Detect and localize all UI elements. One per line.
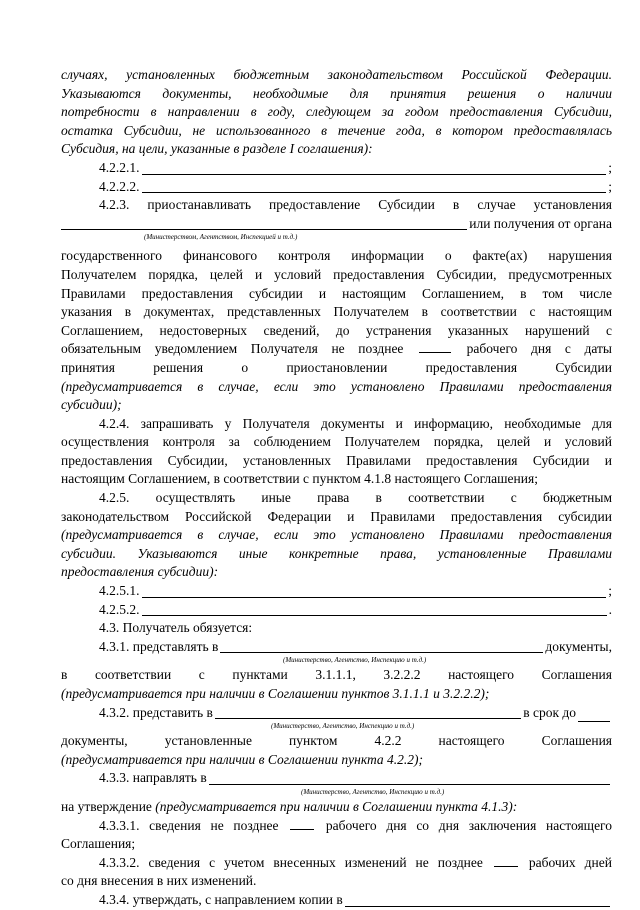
blank-line	[215, 717, 521, 719]
item-4-2-5-italic-2: субсидии. Указываются иные конкретные права, установленные Правилами	[61, 545, 612, 561]
caption-ministry-4: (Министерство, Агентство, Инспекцию и т.д.)	[301, 787, 445, 796]
item-4-2-5-2	[61, 601, 612, 620]
item-4-2-2-1	[61, 159, 612, 178]
caption-ministry-3: (Министерство, Агентство, Инспекцию и т.д.)	[271, 722, 415, 731]
blank-line	[142, 596, 607, 598]
item-4-2-5-line-2: законодательством Российской Федерации и Правилами предоставления субсидии	[61, 508, 612, 524]
item-4-2-5-italic-1: (предусматривается в случае, если это установлено Правилами предоставления	[61, 527, 612, 543]
intro-line-5: Субсидия, на цели, указанные в разделе I соглашения):	[61, 141, 373, 157]
intro-line-1: случаях, установленных бюджетным законодательством Российской Федерации.	[61, 67, 612, 82]
item-4-2-5-1	[61, 582, 612, 601]
item-4-2-5-italic-3: предоставления субсидии):	[61, 564, 219, 580]
item-number: 4.2.5.1.	[99, 583, 140, 599]
item-4-2-3-body-1: государственного финансового контроля информации о факте(ах) нарушения	[61, 248, 612, 264]
item-4-2-3-body-5: Соглашением, недостоверных сведений, до устранения указанных нарушений с	[61, 322, 612, 338]
item-4-3-3-2: 4.3.3.2. сведения с учетом внесенных изменений не позднее рабочих дней	[99, 854, 612, 870]
item-4-2-3-italic-2: субсидии);	[61, 397, 122, 413]
punct: .	[608, 601, 612, 617]
intro-line-2: Указываются документы, необходимые для принятия решения о наличии	[61, 85, 612, 101]
item-4-2-3-last: принятия решения о приостановлении предоставления Субсидии	[61, 359, 612, 375]
item-4-3-4: 4.3.4. утверждать, с направлением копии в	[61, 891, 612, 910]
blank-line	[494, 865, 518, 867]
item-4-2-5-line-1: 4.2.5. осуществлять иные права в соответствии с бюджетным	[99, 490, 612, 506]
item-4-2-4-line-4: настоящим Соглашением, в соответствии с пунктом 4.1.8 настоящего Соглашения;	[61, 471, 538, 487]
item-4-3-3-2-tail: со дня внесения в них изменений.	[61, 873, 257, 889]
item-4-2-3-italic-1: (предусматривается в случае, если это установлено Правилами предоставления	[61, 378, 612, 394]
blank-line	[220, 651, 543, 653]
punct: ;	[608, 178, 612, 194]
item-number: 4.2.2.1.	[99, 159, 140, 175]
item-4-3-1-italic: (предусматривается при наличии в Соглашении пунктов 3.1.1.1 и 3.2.2.2);	[61, 686, 490, 701]
caption-ministry-1: (Министерством, Агентством, Инспекцией и т.д.)	[144, 233, 298, 242]
item-4-3-2-body: документы, установленные пунктом 4.2.2 настоящего Соглашения	[61, 733, 612, 749]
item-4-2-3-days: обязательным уведомлением Получателя не позднее рабочего дня с даты	[61, 341, 612, 357]
item-4-3-3-1-tail: Соглашения;	[61, 836, 136, 852]
punct: ;	[608, 583, 612, 599]
punct: ;	[608, 159, 612, 175]
item-4-3-3-1: 4.3.3.1. сведения не позднее рабочего дня со дня заключения настоящего	[99, 817, 613, 833]
item-4-3-3: 4.3.3. направлять в	[61, 769, 612, 788]
document-page	[61, 66, 612, 910]
item-number: 4.2.5.2.	[99, 601, 140, 617]
caption-ministry-2: (Министерство, Агентство, Инспекцию и т.д.)	[283, 656, 427, 665]
item-4-2-2-2	[61, 178, 612, 197]
item-4-2-3-line-1: 4.2.3. приостанавливать предоставление Субсидии в случае установления	[99, 197, 612, 213]
item-number: 4.2.2.2.	[99, 178, 140, 194]
intro-line-3: потребности в направлении в году, следующем за годом предоставления Субсидии,	[61, 104, 612, 120]
item-4-3-1-body: в соответствии с пунктами 3.1.1.1, 3.2.2.2 настоящего Соглашения	[61, 667, 612, 683]
item-4-2-3-tail: или получения от органа	[469, 215, 612, 231]
blank-line	[61, 228, 467, 230]
item-4-3: 4.3. Получатель обязуется:	[99, 620, 253, 636]
item-4-3-3-body: на утверждение (предусматривается при наличии в Соглашении пункта 4.1.3):	[61, 798, 518, 814]
item-4-2-4-line-3: предоставления Субсидии, установленных Правилами предоставления Субсидии и	[61, 452, 612, 468]
blank-line	[142, 191, 607, 193]
item-4-3-2: 4.3.2. представить в в срок до	[61, 704, 612, 723]
blank-line	[142, 614, 607, 616]
item-4-2-4-line-2: осуществления контроля за соблюдением Получателем порядка, целей и условий	[61, 434, 612, 450]
item-4-3-2-italic: (предусматривается при наличии в Соглашении пункта 4.2.2);	[61, 751, 423, 767]
item-4-2-3-body-2: Получателем порядка, целей и условий предоставления Субсидии, предусмотренных	[61, 266, 612, 282]
blank-line	[290, 828, 314, 830]
item-4-2-4-line-1: 4.2.4. запрашивать у Получателя документы и информацию, необходимые для	[99, 415, 612, 431]
blank-line	[209, 783, 610, 785]
item-4-2-3-body-4: указания в документах, представленных Получателем в соответствии с настоящим	[61, 304, 612, 320]
item-4-3-1: 4.3.1. представлять в документы,	[99, 638, 612, 654]
item-4-2-3-body-3: Правилами предоставления субсидии и настоящим Соглашением, в том числе	[61, 285, 612, 301]
intro-line-4: остатка Субсидии, не использованного в течение года, в котором предоставлялась	[61, 122, 612, 138]
item-4-2-3-line-2	[61, 215, 612, 234]
blank-line	[419, 351, 451, 353]
blank-line	[142, 173, 607, 175]
